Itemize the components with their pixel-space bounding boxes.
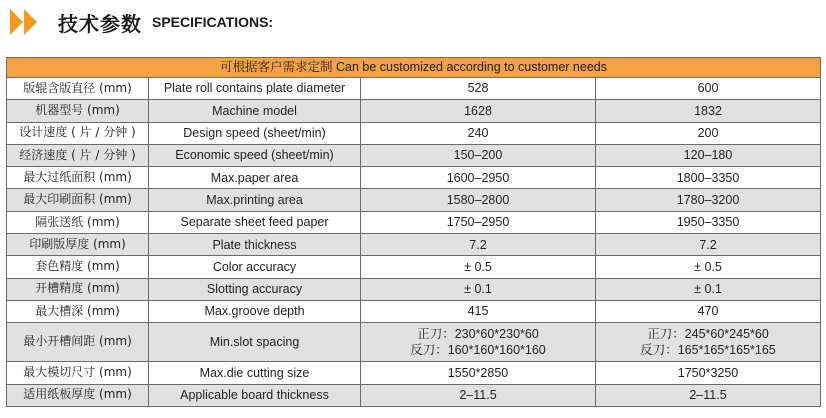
- spec-value-model-1628: [361, 122, 596, 144]
- spec-value-model-1628: [361, 256, 596, 278]
- spec-value-model-1628: [361, 167, 596, 189]
- spec-value-line: 528: [467, 81, 489, 96]
- spec-value-model-1628: [361, 278, 596, 300]
- spec-row: [7, 100, 821, 122]
- spec-label-cn: 套色精度 (mm): [7, 256, 149, 278]
- spec-label-en: Machine model: [149, 100, 361, 122]
- spec-value-line: 1600–2950: [446, 170, 510, 185]
- spec-value-model-1832: [596, 78, 821, 100]
- spec-value-line: 1800–3350: [676, 170, 740, 185]
- spec-value-line: ± 0.1: [694, 282, 722, 297]
- spec-label-en: Max.paper area: [149, 167, 361, 189]
- spec-value-model-1832: [596, 144, 821, 166]
- spec-value-model-1832: [596, 384, 821, 406]
- spec-value-line: 1750–2950: [446, 215, 510, 230]
- spec-value-line: 1832: [694, 103, 722, 118]
- spec-value-line: 正刀：230*60*230*60: [417, 327, 539, 342]
- spec-label-cn: 最大槽深 (mm): [7, 300, 149, 322]
- spec-value-line: 反刀：165*165*165*165: [640, 343, 776, 358]
- spec-label-cn: 机器型号 (mm): [7, 100, 149, 122]
- spec-label-en: Design speed (sheet/min): [149, 122, 361, 144]
- spec-value-line: 2–11.5: [689, 388, 727, 403]
- spec-label-en: Color accuracy: [149, 256, 361, 278]
- spec-value-line: 120–180: [683, 148, 733, 163]
- spec-value-model-1628: [361, 78, 596, 100]
- spec-value-model-1832: [596, 167, 821, 189]
- spec-label-en: Plate roll contains plate diameter: [149, 78, 361, 100]
- spec-value-model-1832: [596, 189, 821, 211]
- spec-row: [7, 189, 821, 211]
- spec-row: [7, 256, 821, 278]
- spec-row: [7, 278, 821, 300]
- spec-value-line: 600: [697, 81, 719, 96]
- spec-label-cn: 最小开槽间距 (mm): [7, 323, 149, 362]
- spec-label-cn: 隔张送纸 (mm): [7, 211, 149, 233]
- double-chevron-right-icon: [10, 9, 44, 35]
- spec-value-model-1832: [596, 122, 821, 144]
- spec-label-en: Economic speed (sheet/min): [149, 144, 361, 166]
- spec-row: [7, 122, 821, 144]
- spec-value-line: 1628: [464, 103, 492, 118]
- spec-row: [7, 300, 821, 322]
- spec-value-line: 415: [467, 304, 489, 319]
- spec-label-cn: 印刷版厚度 (mm): [7, 234, 149, 256]
- title-chinese: 技术参数: [58, 11, 142, 36]
- spec-value-model-1628: [361, 144, 596, 166]
- spec-label-en: Max.groove depth: [149, 300, 361, 322]
- spec-row: [7, 78, 821, 100]
- spec-row: [7, 323, 821, 362]
- spec-value-model-1832: [596, 362, 821, 384]
- spec-value-model-1628: [361, 362, 596, 384]
- spec-label-cn: 最大过纸面积 (mm): [7, 167, 149, 189]
- specifications-table: [6, 57, 821, 407]
- spec-value-model-1832: [596, 234, 821, 256]
- spec-value-line: 1780–3200: [676, 192, 740, 207]
- spec-value-model-1628: [361, 234, 596, 256]
- spec-label-cn: 开槽精度 (mm): [7, 278, 149, 300]
- customization-banner-row: [7, 58, 821, 78]
- spec-value-line: 200: [697, 126, 719, 141]
- spec-value-line: 1580–2800: [446, 192, 510, 207]
- spec-value-line: 7.2: [469, 237, 487, 252]
- spec-row: [7, 384, 821, 406]
- spec-row: [7, 362, 821, 384]
- spec-value-model-1832: [596, 323, 821, 362]
- spec-label-cn: 设计速度 ( 片 / 分钟 ): [7, 122, 149, 144]
- spec-value-line: 1950–3350: [676, 215, 740, 230]
- spec-value-line: 7.2: [699, 237, 717, 252]
- spec-value-line: 正刀：245*60*245*60: [647, 327, 769, 342]
- spec-value-line: 470: [697, 304, 719, 319]
- spec-row: [7, 167, 821, 189]
- spec-value-line: ± 0.5: [464, 259, 492, 274]
- spec-row: [7, 144, 821, 166]
- spec-value-line: 240: [467, 126, 489, 141]
- spec-label-en: Applicable board thickness: [149, 384, 361, 406]
- spec-value-model-1832: [596, 100, 821, 122]
- spec-value-model-1628: [361, 300, 596, 322]
- spec-value-line: 反刀：160*160*160*160: [410, 343, 546, 358]
- spec-label-cn: 版辊含版直径 (mm): [7, 78, 149, 100]
- spec-value-line: ± 0.1: [464, 282, 492, 297]
- spec-label-en: Separate sheet feed paper: [149, 211, 361, 233]
- customization-banner: 可根据客户需求定制 Can be customized according to customer needs: [7, 58, 821, 78]
- spec-label-en: Slotting accuracy: [149, 278, 361, 300]
- spec-label-en: Max.printing area: [149, 189, 361, 211]
- spec-value-model-1628: [361, 323, 596, 362]
- title-english: SPECIFICATIONS:: [152, 14, 274, 30]
- spec-value-model-1628: [361, 189, 596, 211]
- spec-value-model-1628: [361, 211, 596, 233]
- spec-value-model-1832: [596, 256, 821, 278]
- spec-row: [7, 211, 821, 233]
- spec-label-cn: 最大模切尺寸 (mm): [7, 362, 149, 384]
- spec-value-line: 1750*3250: [677, 365, 739, 380]
- spec-value-line: 2–11.5: [459, 388, 497, 403]
- spec-label-cn: 最大印刷面积 (mm): [7, 189, 149, 211]
- spec-value-model-1628: [361, 100, 596, 122]
- spec-value-model-1832: [596, 300, 821, 322]
- spec-label-en: Min.slot spacing: [149, 323, 361, 362]
- spec-row: [7, 234, 821, 256]
- spec-value-model-1832: [596, 211, 821, 233]
- spec-label-en: Plate thickness: [149, 234, 361, 256]
- spec-value-line: ± 0.5: [694, 259, 722, 274]
- spec-label-en: Max.die cutting size: [149, 362, 361, 384]
- spec-value-line: 1550*2850: [447, 365, 509, 380]
- page-header: [10, 4, 820, 40]
- spec-label-cn: 经济速度 ( 片 / 分钟 ): [7, 144, 149, 166]
- spec-label-cn: 适用纸板厚度 (mm): [7, 384, 149, 406]
- spec-value-model-1832: [596, 278, 821, 300]
- spec-value-line: 150–200: [453, 148, 503, 163]
- spec-value-model-1628: [361, 384, 596, 406]
